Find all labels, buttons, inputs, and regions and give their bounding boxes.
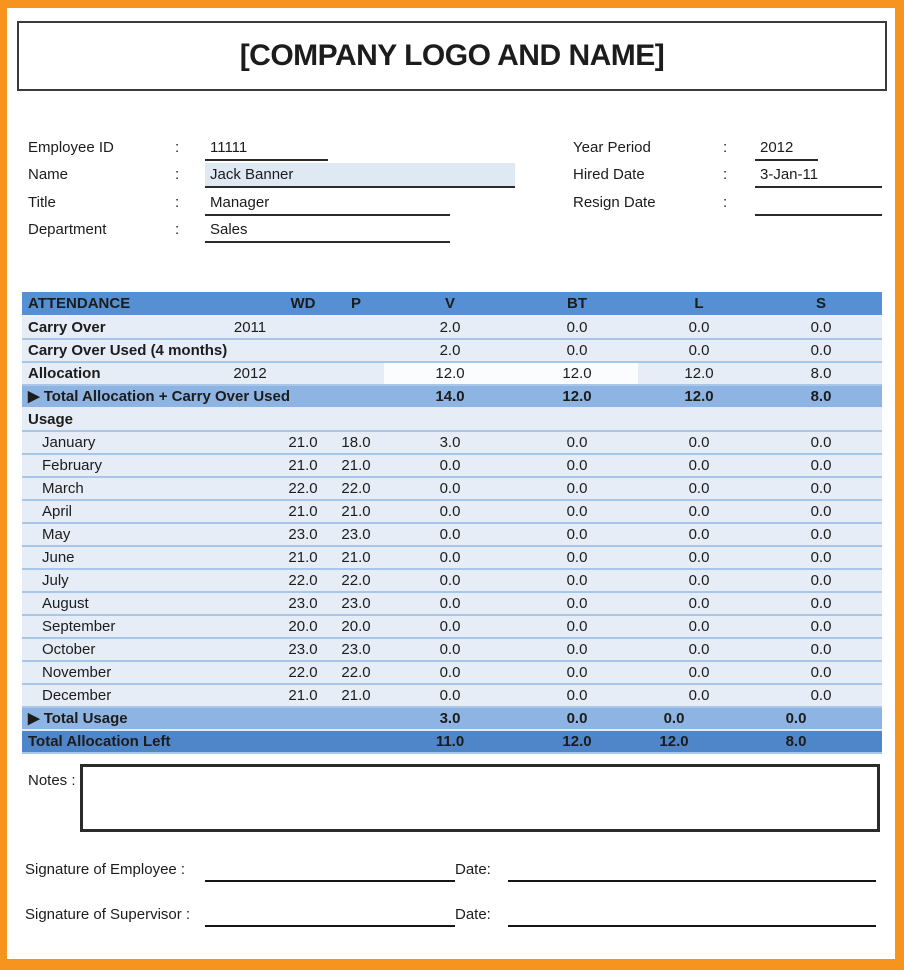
cell-label: Total Allocation Left	[28, 733, 171, 750]
cell-v: 2.0	[439, 342, 461, 359]
table-row	[22, 317, 882, 340]
cell-p: 22.0	[341, 664, 371, 681]
cell-l: 0.0	[688, 342, 710, 359]
cell-bt: 0.0	[566, 549, 588, 566]
colon-separator: :	[723, 194, 728, 211]
employee-id-label: Employee ID	[28, 139, 114, 156]
cell-label: July	[42, 572, 69, 589]
cell-l: 0.0	[688, 457, 710, 474]
table-row	[22, 340, 882, 363]
cell-p: 21.0	[341, 503, 371, 520]
resign-date-value[interactable]	[755, 191, 882, 216]
title-label: Title	[28, 194, 56, 211]
cell-p: 18.0	[341, 434, 371, 451]
supervisor-signature-line[interactable]	[205, 925, 455, 927]
cell-l: 12.0	[684, 365, 714, 382]
cell-label: Carry Over Used (4 months)	[28, 342, 228, 359]
cell-s: 0.0	[785, 710, 807, 727]
cell-bt: 0.0	[566, 319, 588, 336]
cell-s: 0.0	[810, 434, 832, 451]
cell-s: 0.0	[810, 618, 832, 635]
cell-wd: 23.0	[288, 595, 318, 612]
cell-label: January	[42, 434, 96, 451]
cell-l: 0.0	[688, 434, 710, 451]
hired-date-value[interactable]: 3-Jan-11	[755, 163, 882, 188]
table-row	[22, 708, 882, 731]
cell-l: 0.0	[663, 710, 685, 727]
cell-label: March	[42, 480, 84, 497]
cell-s: 0.0	[810, 549, 832, 566]
header-bt: BT	[567, 295, 587, 312]
cell-label: December	[42, 687, 112, 704]
cell-wd: 21.0	[288, 503, 318, 520]
cell-s: 0.0	[810, 319, 832, 336]
cell-p: 21.0	[341, 457, 371, 474]
cell-s: 8.0	[810, 388, 832, 405]
table-row	[22, 386, 882, 409]
cell-wd: 23.0	[288, 526, 318, 543]
cell-v: 0.0	[439, 526, 461, 543]
cell-bt: 0.0	[566, 641, 588, 658]
cell-bt: 0.0	[566, 664, 588, 681]
cell-l: 0.0	[688, 641, 710, 658]
cell-v: 14.0	[435, 388, 465, 405]
cell-bt: 12.0	[562, 388, 592, 405]
title-value[interactable]: Manager	[205, 191, 450, 216]
header-v: V	[444, 295, 455, 312]
cell-p: 20.0	[341, 618, 371, 635]
table-row	[22, 616, 882, 639]
cell-bt: 0.0	[566, 595, 588, 612]
employee-date-line[interactable]	[508, 880, 876, 882]
notes-label: Notes :	[28, 772, 76, 789]
cell-label: ▶ Total Allocation + Carry Over Used	[28, 388, 291, 405]
table-row	[22, 409, 882, 432]
cell-l: 0.0	[688, 526, 710, 543]
cell-l: 0.0	[688, 595, 710, 612]
cell-v: 3.0	[439, 710, 461, 727]
name-label: Name	[28, 166, 69, 183]
year-period-label: Year Period	[573, 139, 651, 156]
signature-of-employee-label: Signature of Employee :	[25, 861, 186, 878]
cell-label: Usage	[28, 411, 74, 428]
cell-s: 0.0	[810, 641, 832, 658]
table-row	[22, 524, 882, 547]
company-logo-name-header	[17, 21, 887, 91]
cell-p: 21.0	[341, 549, 371, 566]
cell-s: 0.0	[810, 342, 832, 359]
cell-v: 0.0	[439, 687, 461, 704]
colon-separator: :	[175, 166, 180, 183]
cell-bt: 0.0	[566, 342, 588, 359]
cell-l: 0.0	[688, 319, 710, 336]
cell-wd: 23.0	[288, 641, 318, 658]
department-label: Department	[28, 221, 107, 238]
cell-l: 0.0	[688, 549, 710, 566]
name-value[interactable]: Jack Banner	[205, 163, 515, 188]
cell-v: 0.0	[439, 549, 461, 566]
cell-label: October	[42, 641, 96, 658]
table-row	[22, 478, 882, 501]
cell-bt: 0.0	[566, 687, 588, 704]
cell-s: 0.0	[810, 572, 832, 589]
cell-l: 0.0	[688, 664, 710, 681]
cell-v: 0.0	[439, 572, 461, 589]
cell-v: 0.0	[439, 664, 461, 681]
cell-p: 21.0	[341, 687, 371, 704]
table-row	[22, 685, 882, 708]
table-row	[22, 363, 882, 386]
cell-s: 0.0	[810, 480, 832, 497]
colon-separator: :	[723, 166, 728, 183]
cell-l: 0.0	[688, 572, 710, 589]
cell-l: 0.0	[688, 503, 710, 520]
table-row	[22, 501, 882, 524]
header-l: L	[694, 295, 704, 312]
cell-s: 0.0	[810, 687, 832, 704]
header-s: S	[815, 295, 826, 312]
cell-bt: 12.0	[516, 363, 638, 384]
cell-bt: 0.0	[566, 457, 588, 474]
employee-id-value[interactable]: 11111	[205, 136, 328, 161]
header-wd: WD	[290, 295, 316, 312]
cell-label: September	[42, 618, 116, 635]
table-row	[22, 639, 882, 662]
cell-label: February	[42, 457, 103, 474]
cell-year: 2012	[233, 365, 267, 382]
cell-wd: 22.0	[288, 664, 318, 681]
cell-label: Carry Over	[28, 319, 106, 336]
cell-s: 0.0	[810, 595, 832, 612]
cell-bt: 0.0	[566, 526, 588, 543]
cell-p: 23.0	[341, 641, 371, 658]
cell-bt: 0.0	[566, 710, 588, 727]
cell-bt: 0.0	[566, 503, 588, 520]
cell-v: 3.0	[439, 434, 461, 451]
hired-date-label: Hired Date	[573, 166, 645, 183]
table-row	[22, 662, 882, 685]
cell-wd: 22.0	[288, 480, 318, 497]
table-row	[22, 432, 882, 455]
cell-label: June	[42, 549, 75, 566]
supervisor-date-label: Date:	[455, 906, 491, 923]
cell-s: 8.0	[810, 365, 832, 382]
cell-wd: 21.0	[288, 549, 318, 566]
cell-p: 23.0	[341, 595, 371, 612]
cell-label: November	[42, 664, 112, 681]
cell-label: Allocation	[28, 365, 101, 382]
colon-separator: :	[723, 139, 728, 156]
table-row	[22, 593, 882, 616]
cell-bt: 0.0	[566, 480, 588, 497]
table-row	[22, 455, 882, 478]
cell-v: 0.0	[439, 595, 461, 612]
header-p: P	[350, 295, 361, 312]
cell-l: 0.0	[688, 480, 710, 497]
employee-date-label: Date:	[455, 861, 491, 878]
table-row	[22, 547, 882, 570]
cell-wd: 22.0	[288, 572, 318, 589]
cell-s: 0.0	[810, 457, 832, 474]
cell-label: April	[42, 503, 73, 520]
cell-s: 0.0	[810, 503, 832, 520]
cell-p: 22.0	[341, 480, 371, 497]
cell-l: 12.0	[684, 388, 714, 405]
cell-wd: 21.0	[288, 687, 318, 704]
colon-separator: :	[175, 194, 180, 211]
attendance-table	[22, 292, 882, 754]
cell-p: 22.0	[341, 572, 371, 589]
cell-bt: 0.0	[566, 434, 588, 451]
cell-p: 23.0	[341, 526, 371, 543]
cell-s: 0.0	[810, 664, 832, 681]
cell-wd: 20.0	[288, 618, 318, 635]
resign-date-label: Resign Date	[573, 194, 656, 211]
department-value[interactable]: Sales	[205, 218, 450, 243]
cell-v: 12.0	[384, 363, 516, 384]
table-row	[22, 731, 882, 754]
cell-wd: 21.0	[288, 457, 318, 474]
cell-v: 11.0	[435, 733, 465, 750]
signature-of-supervisor-label: Signature of Supervisor :	[25, 906, 191, 923]
cell-label: ▶ Total Usage	[28, 710, 128, 727]
cell-v: 0.0	[439, 618, 461, 635]
cell-year: 2011	[233, 319, 267, 336]
cell-v: 0.0	[439, 480, 461, 497]
employee-signature-line[interactable]	[205, 880, 455, 882]
cell-v: 2.0	[439, 319, 461, 336]
cell-l: 12.0	[659, 733, 689, 750]
cell-bt: 12.0	[562, 733, 592, 750]
year-period-value[interactable]: 2012	[755, 136, 818, 161]
cell-v: 0.0	[439, 503, 461, 520]
cell-wd: 21.0	[288, 434, 318, 451]
cell-label: May	[42, 526, 71, 543]
table-header-row	[22, 292, 882, 317]
cell-v: 0.0	[439, 457, 461, 474]
cell-label: August	[42, 595, 89, 612]
cell-s: 8.0	[785, 733, 807, 750]
cell-l: 0.0	[688, 687, 710, 704]
cell-bt: 0.0	[566, 618, 588, 635]
supervisor-date-line[interactable]	[508, 925, 876, 927]
cell-s: 0.0	[810, 526, 832, 543]
colon-separator: :	[175, 221, 180, 238]
colon-separator: :	[175, 139, 180, 156]
table-body	[22, 317, 882, 754]
cell-bt: 0.0	[566, 572, 588, 589]
cell-v: 0.0	[439, 641, 461, 658]
table-row	[22, 570, 882, 593]
cell-l: 0.0	[688, 618, 710, 635]
company-title: [COMPANY LOGO AND NAME]	[239, 39, 665, 72]
notes-box[interactable]	[80, 764, 880, 832]
header-attendance: ATTENDANCE	[28, 295, 131, 312]
